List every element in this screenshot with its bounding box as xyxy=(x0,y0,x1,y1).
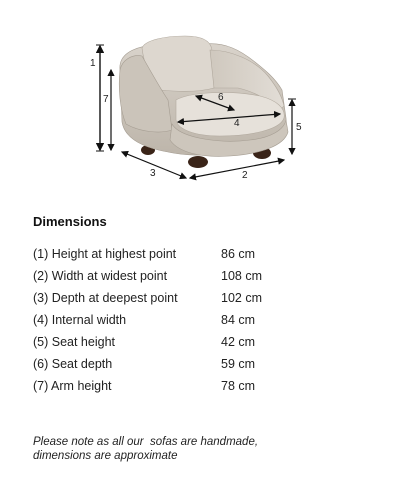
dimension-row xyxy=(33,287,291,309)
dimension-row xyxy=(33,375,291,397)
dimensions-table xyxy=(33,243,291,397)
dim-label-width: 2 xyxy=(242,170,248,181)
dimension-label: (4) Internal width xyxy=(33,313,127,327)
dimension-value: 108 cm xyxy=(221,269,262,283)
dimension-value: 102 cm xyxy=(221,291,262,305)
dimension-value: 42 cm xyxy=(221,335,256,349)
note-line-1: Please note as all our sofas are handmade, xyxy=(33,436,259,448)
note-line-2: dimensions are approximate xyxy=(33,450,178,462)
dimension-value: 84 cm xyxy=(221,313,256,327)
dimension-value: 78 cm xyxy=(221,379,256,393)
dimension-row xyxy=(33,353,291,375)
dimension-label: (2) Width at widest point xyxy=(33,269,168,283)
dimension-row xyxy=(33,309,291,331)
handmade-note xyxy=(33,435,373,463)
dim-label-internal-width: 4 xyxy=(234,118,240,129)
dimension-label: (1) Height at highest point xyxy=(33,247,177,261)
dimension-label: (5) Seat height xyxy=(33,335,115,349)
dim-label-height: 1 xyxy=(90,58,96,69)
armchair-image xyxy=(119,36,288,168)
dimension-value: 59 cm xyxy=(221,357,256,371)
dim-label-seat-height: 5 xyxy=(296,122,302,133)
dim-label-arm-height: 7 xyxy=(103,94,109,105)
dim-label-seat-depth: 6 xyxy=(218,92,224,103)
sofa-dimension-diagram xyxy=(0,0,400,200)
dimension-row xyxy=(33,331,291,353)
dim-label-depth: 3 xyxy=(150,168,156,179)
dimension-row xyxy=(33,243,291,265)
dimension-label: (6) Seat depth xyxy=(33,357,113,371)
section-title: Dimensions xyxy=(33,214,107,229)
dimension-value: 86 cm xyxy=(221,247,256,261)
dimension-row xyxy=(33,265,291,287)
dimension-label: (7) Arm height xyxy=(33,379,112,393)
dimension-label: (3) Depth at deepest point xyxy=(33,291,178,305)
